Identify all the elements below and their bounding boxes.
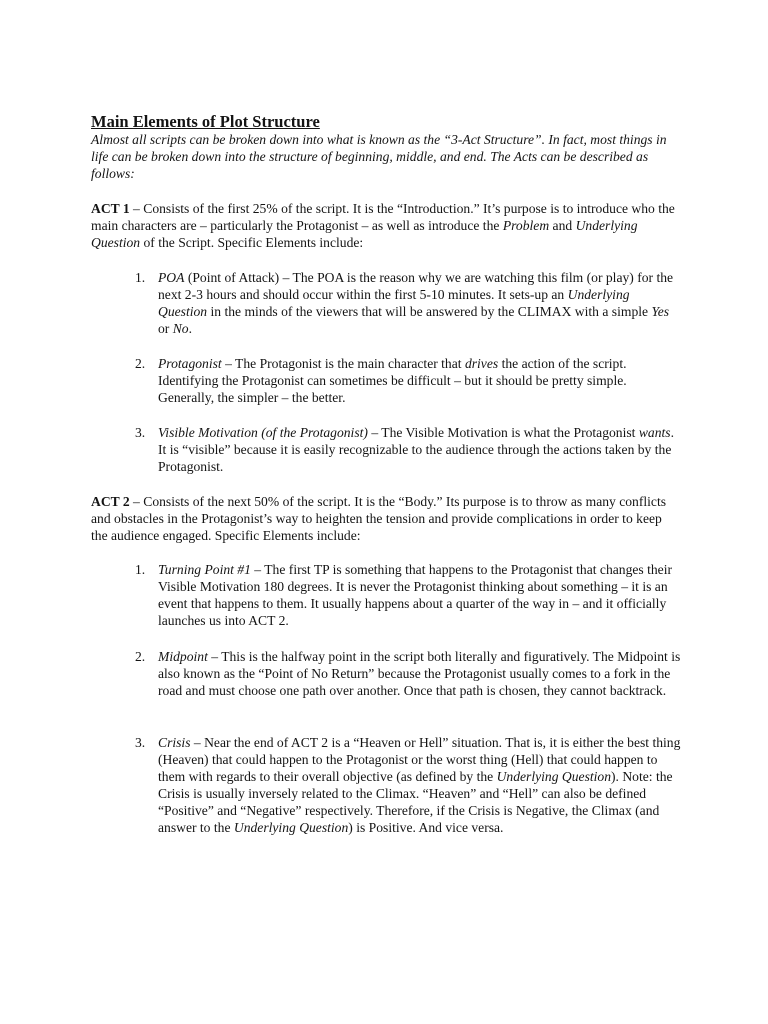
act-2-item-1 [91,561,681,629]
intro-paragraph: Almost all scripts can be broken down into what is known as the “3-Act Structure”. In fact, most things in life can be broken down into the structure of beginning, middle, and end. The Acts can be described as follows: [91,132,667,181]
item-term: Crisis [158,735,191,750]
item-emphasis: Underlying Question [158,287,630,319]
item-term: Protagonist [158,356,222,371]
item-emphasis: Underlying Question [233,820,349,835]
item-text: – The Protagonist is the main character that [221,356,465,371]
item-text: – Near the end of ACT 2 is a “Heaven or Hell” situation. That is, it is either the best thing (Heaven) that could happen to the Protagonist or the worst thing (Hell) that could happen to them with regards to their overall objective (as defined by the [158,735,681,784]
act-1-item-2 [91,355,681,406]
list-number: 3. [135,735,146,750]
act-2-paragraph [91,493,681,544]
item-text: ). Note: the Crisis is usually inversely related to the Climax. “Heaven” and “Hell” can also be defined “Positive” and “Negative” respectively. Therefore, if the Crisis is Negative, the Climax (and answer to the [158,769,673,835]
act-1-text-a: – Consists of the first 25% of the script. It is the “Introduction.” It’s purpose is to introduce who the main characters are – particularly the Protagonist – as well as introduce the [91,201,675,233]
item-text: in the minds of the viewers that will be answered by the CLIMAX with a simple [207,304,652,319]
list-number: 3. [135,425,146,440]
item-term: POA [158,270,185,285]
act-1-item-3 [91,424,681,475]
act-1-paragraph [91,200,681,251]
act-1-problem: Problem [502,218,550,233]
act-2-text: – Consists of the next 50% of the script. It is the “Body.” Its purpose is to throw as many conflicts and obstacles in the Protagonist’s way to heighten the tension and provide complications in order to keep the audience engaged. Specific Elements include: [91,494,667,543]
item-term: Midpoint [158,649,208,664]
list-item-body [158,424,681,475]
item-emphasis: Underlying Question [496,769,612,784]
act-1-underlying-question: Underlying Question [91,218,638,250]
act-2-label: ACT 2 [91,494,130,509]
list-item-body [158,648,681,699]
act-1-text-b: of the Script. Specific Elements include: [140,235,364,250]
list-item-body [158,355,681,406]
act-1-and: and [549,218,576,233]
item-emphasis: drives [464,356,499,371]
list-number: 1. [135,270,146,285]
item-term: Turning Point #1 [158,562,251,577]
item-text: ) is Positive. And vice versa. [348,820,504,835]
item-emphasis: wants [638,425,671,440]
item-text: – The first TP is something that happens to the Protagonist that changes their Visible Motivation 180 degrees. It is never the Protagonist thinking about something – it is an event that happens to them. It usually happens about a quarter of the way in – and it officially launches us into ACT 2. [158,562,673,628]
item-text: – This is the halfway point in the script both literally and figuratively. The Midpoint is also known as the “Point of No Return” because the Protagonist usually comes to a fork in the road and must choose one path over another. Once that path is chosen, they cannot backtrack. [158,649,681,698]
item-text: . It is “visible” because it is easily recognizable to the audience through the actions taken by the Protagonist. [158,425,674,474]
list-item-body [158,269,681,337]
item-emphasis: No [172,321,189,336]
act-2-item-2 [91,648,681,699]
list-number: 1. [135,562,146,577]
act-1-label: ACT 1 [91,201,130,216]
item-text: the action of the script. Identifying the Protagonist can sometimes be difficult – but it should be pretty simple. Generally, the simpler – the better. [158,356,627,405]
item-text: or [158,321,173,336]
item-term: Visible Motivation (of the Protagonist) [158,425,368,440]
act-1-item-1 [91,269,681,337]
list-number: 2. [135,356,146,371]
item-text: . [188,321,193,336]
list-item-body [158,734,681,836]
list-number: 2. [135,649,146,664]
item-emphasis: Yes [651,304,670,319]
item-text: – The Visible Motivation is what the Protagonist [367,425,639,440]
page-title: Main Elements of Plot Structure [91,112,320,131]
item-text: (Point of Attack) – The POA is the reason why we are watching this film (or play) for the next 2-3 hours and should occur within the first 5-10 minutes. It sets-up an [158,270,674,302]
list-item-body [158,561,681,629]
act-2-item-3 [91,734,681,836]
